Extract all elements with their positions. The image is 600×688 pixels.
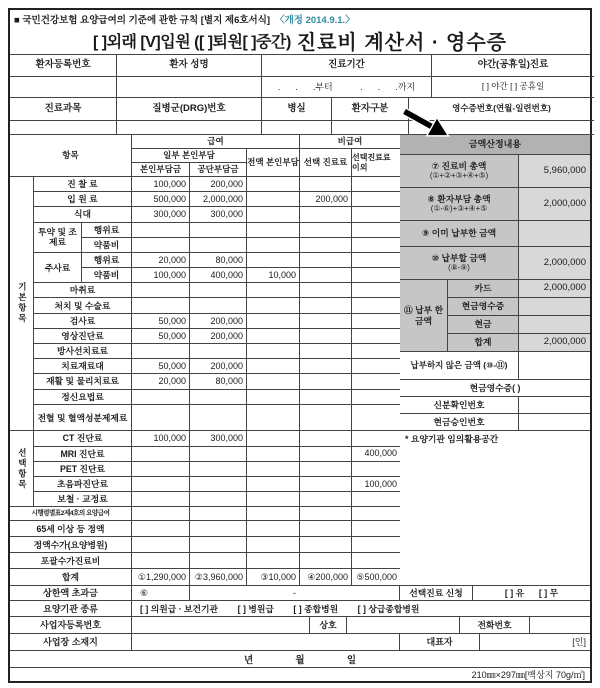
night-value: [ ] 야간 [ ] 공휴일 [432, 77, 594, 98]
seal-mark: [인] [572, 636, 586, 647]
fee-cell-v2 [190, 447, 247, 462]
title-main: 진료비 계산서 · 영수증 [296, 31, 508, 54]
fee-row-name: PET 진단료 [34, 462, 132, 477]
patient-name-value [117, 77, 262, 98]
fee-cell-v3 [247, 447, 300, 462]
fee-cell-v5 [352, 223, 400, 238]
fee-cell-v5 [352, 462, 400, 477]
fee-cell-v1 [132, 283, 190, 298]
fee-cell-v1: 50,000 [132, 359, 190, 374]
fee-table-header [10, 135, 400, 177]
fee-cell-v4 [300, 431, 352, 446]
addr-label: 사업장 소재지 [10, 634, 132, 651]
dept-value [10, 121, 117, 135]
fee-bottom-cell-v3 [247, 553, 300, 569]
fee-cell-v3 [247, 253, 300, 268]
fee-row-name: 초음파진단료 [34, 477, 132, 492]
fee-cell-v4 [300, 298, 352, 313]
fee-bottom-cell-v2: ②3,960,000 [190, 569, 247, 586]
patient-type-value [332, 121, 409, 135]
fee-cell-v1: 500,000 [132, 192, 190, 207]
patient-total-value: 2,000,000 [519, 188, 590, 221]
paid-method-value [519, 316, 590, 334]
id-check-label: 신분확인번호 [400, 397, 519, 414]
fee-bottom-cell-v1 [132, 507, 190, 521]
summary-patient-row [400, 188, 590, 221]
id-check-value [519, 397, 590, 414]
fee-cell-v2 [190, 390, 247, 405]
drg-value [117, 121, 262, 135]
patient-id-label: 환자등록번호 [10, 55, 117, 77]
business-row [10, 617, 590, 634]
fee-row-name: 정신요법료 [34, 390, 132, 405]
room-label: 병실 [262, 98, 332, 121]
total-formula: (①+②+③+④+⑤) [429, 170, 489, 180]
drg-label: 질병군(DRG)번호 [117, 98, 262, 121]
fee-cell-v3 [247, 207, 300, 222]
fee-cell-v4 [300, 462, 352, 477]
biz-name-label: 상호 [310, 617, 347, 634]
paid-block [400, 280, 590, 352]
fee-bottom-cell-v5 [352, 553, 400, 569]
fee-bottom-cell-v4 [300, 553, 352, 569]
fee-cell-v2 [190, 462, 247, 477]
org-type-options: [ ] 의원급 · 보건기관 [ ] 병원급 [ ] 종합병원 [ ] 상급종합병원 [132, 601, 590, 617]
fee-cell-v1: 50,000 [132, 329, 190, 344]
group-basic-label: 기본항목 [10, 177, 34, 431]
form-title [10, 26, 590, 55]
fee-cell-v1: 100,000 [132, 431, 190, 446]
fee-cell-v2 [190, 477, 247, 492]
header-uncovered: 비급여 [300, 135, 400, 149]
fee-cell-v5 [352, 253, 400, 268]
fee-cell-v1 [132, 477, 190, 492]
fee-bottom-cell-v1: ①1,290,000 [132, 569, 190, 586]
paid-method-label: 현금영수증 [448, 298, 519, 316]
cap-dash-cell: - [190, 586, 400, 601]
total-label-text: ⑦ 진료비 총액 [431, 161, 487, 172]
fee-cell-v3: 10,000 [247, 268, 300, 283]
fee-bottom-cell-v5: ⑤500,000 [352, 569, 400, 586]
header-select-other: 선택진료료 이외 [352, 149, 400, 177]
fee-cell-v2 [190, 238, 247, 253]
header-full-self: 전액 본인부담 [247, 149, 300, 177]
fee-cell-v2: 200,000 [190, 314, 247, 329]
select-apply-label: 선택진료 신청 [400, 586, 473, 601]
row-group-column [10, 177, 34, 507]
due-label-text: ⑩ 납부할 금액 [431, 253, 487, 264]
fee-bottom-cell-v4 [300, 521, 352, 537]
fee-cell-v5 [352, 431, 400, 446]
fee-bottom-cell-v2 [190, 537, 247, 553]
fee-cell-v2: 300,000 [190, 207, 247, 222]
fee-cell-v5 [352, 344, 400, 359]
phone-label: 전화번호 [460, 617, 530, 634]
fee-cell-v3 [247, 374, 300, 389]
fee-cell-v3 [247, 283, 300, 298]
fee-row-subname: 행위료 [82, 223, 132, 238]
fee-bottom-cell-v4 [300, 507, 352, 521]
paid-method-row [448, 316, 590, 334]
fee-row-category: 투약 및 조제료 [34, 223, 82, 253]
fee-cell-v5 [352, 298, 400, 313]
paid-method-label: 합계 [448, 334, 519, 352]
cash-approval-row [400, 414, 590, 431]
fee-cell-v2 [190, 223, 247, 238]
revision-text: 〈개정 2014.9.1.〉 [275, 15, 355, 26]
fee-cell-v1: 100,000 [132, 177, 190, 192]
fee-cell-v2: 300,000 [190, 431, 247, 446]
fee-cell-v3 [247, 462, 300, 477]
fee-cell-v5 [352, 492, 400, 507]
fee-cell-v5 [352, 268, 400, 283]
fee-bottom-cell-v3 [247, 521, 300, 537]
paper-size-note: 210㎜×297㎜[백상지 70g/㎡] [471, 669, 585, 680]
fee-cell-v3 [247, 192, 300, 207]
paid-rows [448, 280, 590, 352]
fee-row-subname: 약품비 [82, 268, 132, 283]
prepaid-label: ⑨ 이미 납부한 금액 [400, 221, 519, 247]
due-formula: (⑧-⑨) [448, 262, 470, 272]
phone-value [530, 617, 590, 634]
fee-cell-v1 [132, 447, 190, 462]
due-value: 2,000,000 [519, 247, 590, 280]
fee-bottom-cell-v5 [352, 537, 400, 553]
header-partial: 일부 본인부담 [132, 149, 247, 163]
patient-id-value [10, 77, 117, 98]
fee-cell-v3 [247, 298, 300, 313]
unpaid-row [400, 352, 590, 380]
fee-cell-v1: 20,000 [132, 253, 190, 268]
fee-cell-v4 [300, 253, 352, 268]
free-space-area: * 요양기관 임의활용공간 [400, 431, 590, 586]
cap-label: 상한액 초과금 [10, 586, 132, 601]
fee-cell-v4 [300, 238, 352, 253]
total-label [400, 155, 519, 188]
fee-bottom-grid [10, 507, 400, 586]
fee-cell-v4 [300, 477, 352, 492]
visit-info-grid [10, 98, 590, 135]
fee-table [10, 135, 590, 586]
amount-summary [400, 135, 590, 586]
rep-label: 대표자 [400, 634, 480, 651]
fee-row-category: 주사료 [34, 253, 82, 283]
fee-cell-v5 [352, 314, 400, 329]
paid-method-value [519, 298, 590, 316]
fee-cell-v4 [300, 177, 352, 192]
fee-table-body [10, 177, 400, 507]
fee-bottom-cell-v4: ④200,000 [300, 569, 352, 586]
fee-cell-v2 [190, 283, 247, 298]
fee-cell-v4 [300, 344, 352, 359]
fee-cell-v2: 200,000 [190, 177, 247, 192]
summary-total-row [400, 155, 590, 188]
paid-method-value: 2,000,000 [519, 280, 590, 298]
cash-approval-value [519, 414, 590, 431]
paid-method-label: 카드 [448, 280, 519, 298]
patient-total-label [400, 188, 519, 221]
fee-cell-v4: 200,000 [300, 192, 352, 207]
unpaid-value [519, 352, 590, 380]
fee-bottom-cell-v3 [247, 537, 300, 553]
fee-cell-v3 [247, 314, 300, 329]
fee-cell-v5 [352, 390, 400, 405]
fee-cell-v5 [352, 283, 400, 298]
fee-cell-v5 [352, 238, 400, 253]
fee-cell-v2: 80,000 [190, 374, 247, 389]
fee-cell-v1: 50,000 [132, 314, 190, 329]
patient-name-label: 환자 성명 [117, 55, 262, 77]
org-type-row [10, 601, 590, 617]
regulation-line [10, 10, 590, 26]
fee-cell-v4 [300, 359, 352, 374]
fee-cell-v4 [300, 374, 352, 389]
fee-bottom-cell-v3: ③10,000 [247, 569, 300, 586]
fee-cell-v2: 400,000 [190, 268, 247, 283]
patient-total-formula: (①-⑥)+③+④+⑤ [430, 203, 488, 213]
fee-row-name: 검사료 [34, 314, 132, 329]
fee-cell-v5 [352, 177, 400, 192]
fee-row-name: 방사선치료료 [34, 344, 132, 359]
summary-due-row [400, 247, 590, 280]
fee-cell-v5 [352, 192, 400, 207]
fee-cell-v5 [352, 207, 400, 222]
period-value: . . .부터 . . .까지 [262, 77, 432, 98]
fee-bottom-row-name: 합계 [10, 569, 132, 586]
unpaid-label: 납부하지 않은 금액 (⑩-⑪) [400, 352, 519, 380]
org-type-label: 요양기관 종류 [10, 601, 132, 617]
paid-label: ⑪ 납부 한 금액 [400, 280, 448, 352]
fee-cell-v5 [352, 329, 400, 344]
header-insurer-pay: 공단부담금 [190, 163, 247, 177]
night-label: 야간(공휴일)진료 [432, 55, 594, 77]
summary-prepaid-row [400, 221, 590, 247]
fee-bottom-cell-v2 [190, 521, 247, 537]
fee-bottom-cell-v2 [190, 553, 247, 569]
fee-cell-v2: 2,000,000 [190, 192, 247, 207]
fee-cell-v1 [132, 238, 190, 253]
fee-cell-v3 [247, 238, 300, 253]
fee-bottom-row-name: 시행령별표2제4호의 요양급여 [10, 507, 132, 521]
fee-cell-v1 [132, 390, 190, 405]
fee-cell-v2 [190, 298, 247, 313]
fee-cell-v1: 100,000 [132, 268, 190, 283]
paid-method-row [448, 298, 590, 316]
cap-excess-row [10, 586, 590, 601]
fee-cell-v3 [247, 431, 300, 446]
fee-cell-v2: 200,000 [190, 329, 247, 344]
fee-cell-v5 [352, 374, 400, 389]
fee-cell-v3 [247, 390, 300, 405]
paid-method-label: 현금 [448, 316, 519, 334]
fee-cell-v4 [300, 329, 352, 344]
fee-cell-v1: 300,000 [132, 207, 190, 222]
fee-cell-v1 [132, 223, 190, 238]
paid-method-row [448, 280, 590, 298]
fee-cell-v5 [352, 405, 400, 432]
fee-cell-v4 [300, 268, 352, 283]
fee-items-grid [34, 177, 400, 507]
fee-cell-v1 [132, 405, 190, 432]
room-value [262, 121, 332, 135]
fee-row-name: 영상진단료 [34, 329, 132, 344]
fee-bottom-cell-v3 [247, 507, 300, 521]
fee-row-name: MRI 진단료 [34, 447, 132, 462]
fee-cell-v1 [132, 492, 190, 507]
patient-info-grid [10, 55, 590, 98]
cash-approval-label: 현금승인번호 [400, 414, 519, 431]
title-visit-checkboxes: [ ]외래 [V]입원 ([ ]퇴원[ ]중간) [92, 33, 291, 51]
paid-method-value: 2,000,000 [519, 334, 590, 352]
fee-cell-v4 [300, 492, 352, 507]
fee-bottom-cell-v4 [300, 537, 352, 553]
biz-no-value [132, 617, 310, 634]
cap-six-cell: ⑥ [132, 586, 190, 601]
fee-cell-v1 [132, 462, 190, 477]
fee-cell-v5: 100,000 [352, 477, 400, 492]
date-line: 년 월 일 [10, 651, 590, 668]
fee-row-name: 입 원 료 [34, 192, 132, 207]
patient-total-label-text: ⑧ 환자부담 총액 [427, 194, 491, 205]
fee-table-left [10, 135, 400, 586]
fee-cell-v4 [300, 223, 352, 238]
biz-name-value [347, 617, 460, 634]
address-row [10, 634, 590, 651]
fee-row-name: 전혈 및 혈액성분제제료 [34, 405, 132, 432]
fee-cell-v4 [300, 390, 352, 405]
fee-cell-v2 [190, 405, 247, 432]
header-item: 항목 [10, 135, 132, 177]
group-select-label: 선택항목 [10, 431, 34, 507]
paid-method-row [448, 334, 590, 352]
fee-cell-v3 [247, 344, 300, 359]
fee-cell-v4 [300, 447, 352, 462]
fee-row-name: 보철 · 교정료 [34, 492, 132, 507]
fee-cell-v3 [247, 359, 300, 374]
fee-cell-v3 [247, 477, 300, 492]
fee-cell-v4 [300, 207, 352, 222]
fee-cell-v3 [247, 177, 300, 192]
receipt-no-value [409, 121, 594, 135]
fee-cell-v4 [300, 283, 352, 298]
summary-header: 금액산정내용 [400, 135, 590, 155]
fee-row-name: 식대 [34, 207, 132, 222]
fee-bottom-cell-v2 [190, 507, 247, 521]
fee-cell-v5 [352, 359, 400, 374]
fee-cell-v2: 200,000 [190, 359, 247, 374]
fee-bottom-row-name: 포괄수가진료비 [10, 553, 132, 569]
fee-row-name: 처치 및 수술료 [34, 298, 132, 313]
header-select-fee: 선택 진료료 [300, 149, 352, 177]
fee-row-name: 마취료 [34, 283, 132, 298]
fee-cell-v4 [300, 405, 352, 432]
cash-receipt-line: 현금영수증( ) [400, 380, 590, 397]
fee-cell-v2 [190, 344, 247, 359]
fee-bottom-row-name: 정액수가(요양병원) [10, 537, 132, 553]
prepaid-value [519, 221, 590, 247]
fee-bottom-cell-v5 [352, 507, 400, 521]
fee-bottom-row-name: 65세 이상 등 정액 [10, 521, 132, 537]
fee-cell-v3 [247, 492, 300, 507]
fee-cell-v4 [300, 314, 352, 329]
fee-cell-v1: 20,000 [132, 374, 190, 389]
fee-row-subname: 행위료 [82, 253, 132, 268]
fee-cell-v5: 400,000 [352, 447, 400, 462]
fee-row-name: 재활 및 물리치료료 [34, 374, 132, 389]
fee-row-name: CT 진단료 [34, 431, 132, 446]
fee-cell-v2 [190, 492, 247, 507]
fee-cell-v3 [247, 405, 300, 432]
fee-row-subname: 약품비 [82, 238, 132, 253]
due-label [400, 247, 519, 280]
rep-value-cell [480, 634, 590, 651]
fee-row-name: 진 찰 료 [34, 177, 132, 192]
regulation-text: ■ 국민건강보험 요양급여의 기준에 관한 규칙 [별지 제6호서식] [14, 15, 271, 26]
addr-value [132, 634, 400, 651]
fee-bottom-cell-v1 [132, 537, 190, 553]
medical-bill-form [8, 8, 592, 683]
dept-label: 진료과목 [10, 98, 117, 121]
fee-row-name: 치료재료대 [34, 359, 132, 374]
fee-bottom-cell-v5 [352, 521, 400, 537]
patient-type-label: 환자구분 [332, 98, 409, 121]
select-apply-options: [ ] 유 [ ] 무 [473, 586, 590, 601]
header-self-pay: 본인부담금 [132, 163, 190, 177]
fee-cell-v3 [247, 329, 300, 344]
fee-bottom-cell-v1 [132, 521, 190, 537]
fee-cell-v1 [132, 298, 190, 313]
header-covered: 급여 [132, 135, 300, 149]
id-check-row [400, 397, 590, 414]
fee-cell-v2: 80,000 [190, 253, 247, 268]
biz-no-label: 사업자등록번호 [10, 617, 132, 634]
receipt-no-label: 영수증번호(연월-일련번호) [409, 98, 594, 121]
period-label: 진료기간 [262, 55, 432, 77]
total-value: 5,960,000 [519, 155, 590, 188]
fee-cell-v1 [132, 344, 190, 359]
fee-cell-v3 [247, 223, 300, 238]
fee-bottom-cell-v1 [132, 553, 190, 569]
